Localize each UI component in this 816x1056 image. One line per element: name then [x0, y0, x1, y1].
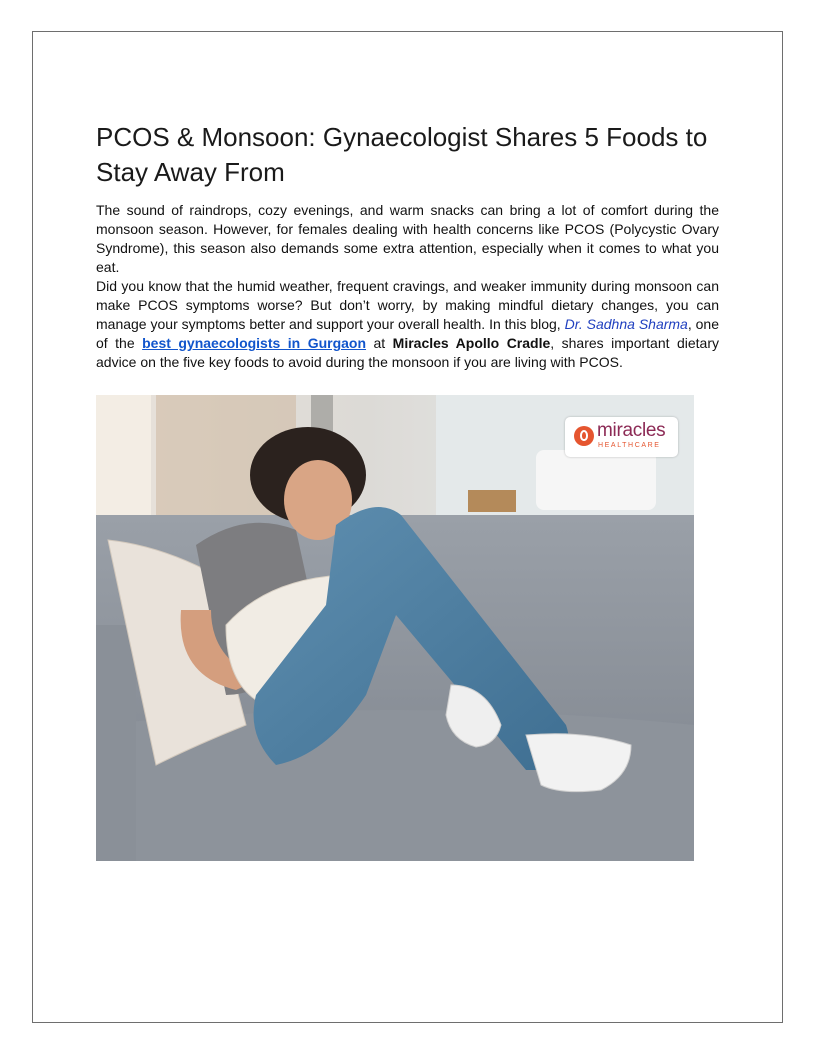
- miracles-logo: [565, 417, 678, 457]
- article-photo: [96, 395, 694, 861]
- logo-name: miracles: [597, 420, 666, 441]
- paragraph-text: , one of the: [96, 316, 719, 351]
- paragraph-text: at: [366, 335, 393, 351]
- logo-subtitle: HEALTHCARE: [598, 442, 661, 449]
- second-paragraph: [96, 277, 719, 372]
- sofa-arm: [96, 625, 136, 861]
- photo-illustration: [96, 395, 694, 861]
- intro-paragraph: The sound of raindrops, cozy evenings, and warm snacks can bring a lot of comfort during the monsoon season. However, for females dealing with health concerns like PCOS (Polycystic Ovary Syndrome), this season also demands some extra attention, especially when it comes to what you eat.: [96, 202, 719, 275]
- article-body: [96, 201, 719, 372]
- paragraph-text: , shares important dietary advice on the five key foods to avoid during the monsoon if you are living with PCOS.: [96, 335, 719, 370]
- brand-name: Miracles Apollo Cradle: [392, 335, 551, 351]
- bed-pillows: [536, 450, 656, 510]
- gynaecologists-link[interactable]: best gynaecologists in Gurgaon: [142, 335, 367, 351]
- paragraph-text: Did you know that the humid weather, frequent cravings, and weaker immunity during monsoon can make PCOS symptoms worse? But don’t worry, by making mindful dietary changes, you can manage your symptoms better and support your overall health. In this blog,: [96, 278, 719, 332]
- side-table: [468, 490, 516, 512]
- miracles-logo-icon: [574, 426, 594, 446]
- doctor-link[interactable]: Dr. Sadhna Sharma: [564, 316, 688, 332]
- article-title: PCOS & Monsoon: Gynaecologist Shares 5 Foods to Stay Away From: [96, 122, 708, 187]
